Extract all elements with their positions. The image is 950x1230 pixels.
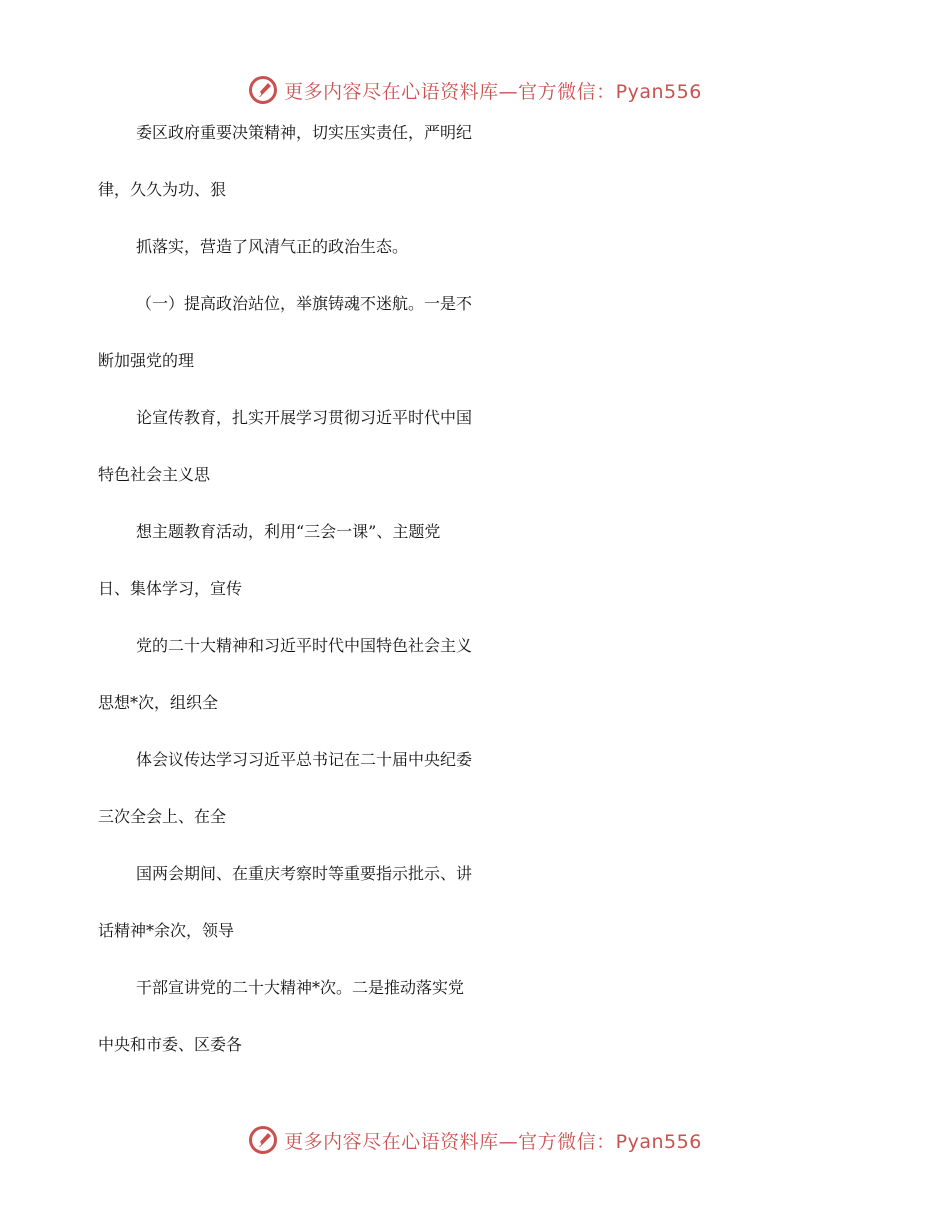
text-line: 话精神*余次，领导 bbox=[98, 921, 235, 940]
text-line: 思想*次，组织全 bbox=[98, 693, 219, 712]
text-line: 体会议传达学习习近平总书记在二十届中央纪委 bbox=[136, 750, 473, 769]
stamp-logo-icon bbox=[248, 1125, 278, 1155]
text-line: 抓落实，营造了风清气正的政治生态。 bbox=[136, 237, 409, 256]
text-line: 论宣传教育，扎实开展学习贯彻习近平时代中国 bbox=[136, 408, 473, 427]
text-line: 日、集体学习，宣传 bbox=[98, 579, 243, 598]
text-line: 断加强党的理 bbox=[98, 351, 195, 370]
header-watermark bbox=[0, 70, 950, 110]
stamp-logo-icon bbox=[248, 75, 278, 105]
text-line: 特色社会主义思 bbox=[98, 465, 211, 484]
text-line: （一）提高政治站位，举旗铸魂不迷航。一是不 bbox=[136, 294, 473, 313]
text-line: 干部宣讲党的二十大精神*次。二是推动落实党 bbox=[136, 978, 465, 997]
footer-watermark bbox=[0, 1120, 950, 1160]
text-line: 三次全会上、在全 bbox=[98, 807, 227, 826]
text-line: 想主题教育活动，利用“三会一课”、主题党 bbox=[136, 522, 441, 541]
text-line: 党的二十大精神和习近平时代中国特色社会主义 bbox=[136, 636, 473, 655]
text-line: 国两会期间、在重庆考察时等重要指示批示、讲 bbox=[136, 864, 473, 883]
document-body bbox=[98, 120, 858, 1089]
text-line: 律，久久为功、狠 bbox=[98, 180, 227, 199]
text-line: 委区政府重要决策精神，切实压实责任，严明纪 bbox=[136, 123, 473, 142]
watermark-text: 更多内容尽在心语资料库—官方微信：Pyan556 bbox=[284, 80, 702, 103]
watermark-text: 更多内容尽在心语资料库—官方微信：Pyan556 bbox=[284, 1130, 702, 1153]
text-line: 中央和市委、区委各 bbox=[98, 1035, 243, 1054]
